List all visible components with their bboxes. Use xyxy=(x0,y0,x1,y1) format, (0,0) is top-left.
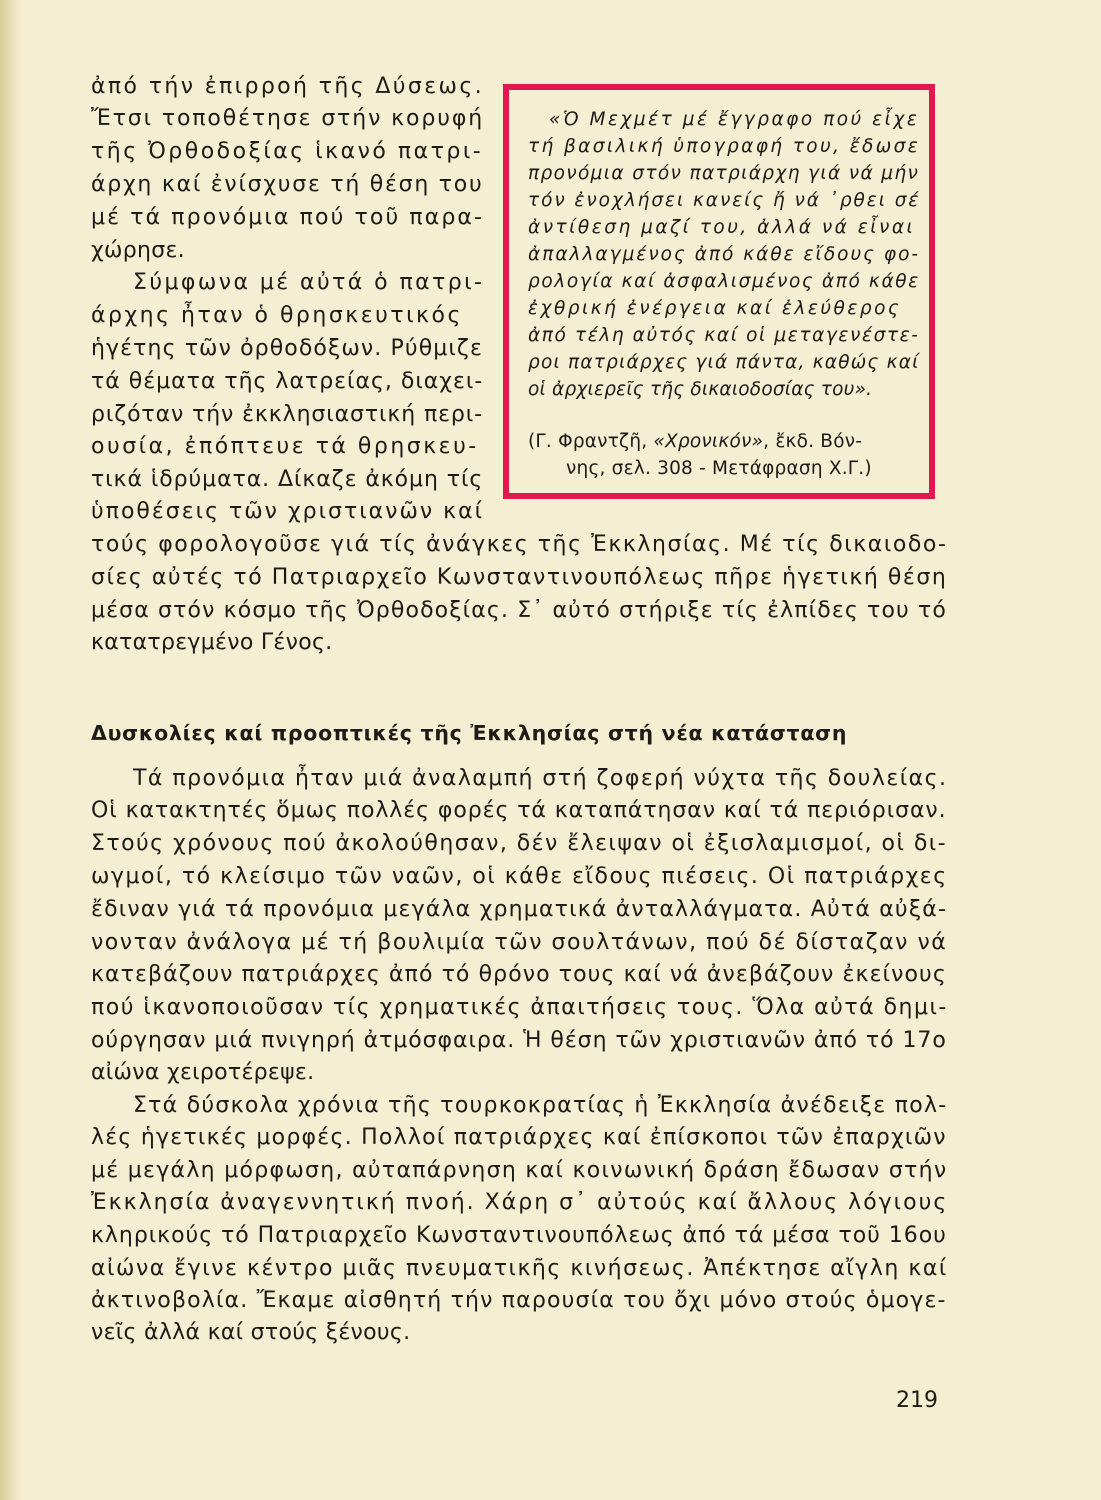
quote-line: προνόμια στόν πατριάρχη γιά νά μήν xyxy=(528,163,920,184)
text-line: Τά προνόμια ἦταν μιά ἀναλαμπή στή ζοφερή νύχτα τῆς δουλείας. xyxy=(133,766,948,791)
text-line: Ἐκκλησία ἀναγεννητική πνοή. Χάρη σ᾽ αὐτούς καί ἄλλους λόγιους xyxy=(91,1190,949,1215)
section-heading: Δυσκολίες καί προοπτικές τῆς Ἐκκλησίας στή νέα κατάσταση xyxy=(91,721,848,745)
quote-source xyxy=(528,428,862,455)
quote-source-prefix: (Γ. Φραντζῆ, xyxy=(528,431,654,452)
quote-source-suffix: , ἔκδ. Βόν- xyxy=(763,431,863,452)
text-line: νεῖς ἀλλά καί στούς ξένους. xyxy=(91,1320,411,1345)
text-line: ἔδιναν γιά τά προνόμια μεγάλα χρηματικά ἀνταλλάγματα. Αὐτά αὐξά- xyxy=(91,897,948,922)
text-line: ουσία, ἐπόπτευε τά θρησκευ- xyxy=(91,434,479,459)
quote-line: «Ὁ Μεχμέτ μέ ἔγγραφο πού εἶχε xyxy=(549,109,920,130)
text-line: Ἔτσι τοποθέτησε στήν κορυφή xyxy=(91,106,485,131)
text-line: Σύμφωνα μέ αὐτά ὁ πατρι- xyxy=(133,270,485,295)
text-line: τικά ἱδρύματα. Δίκαζε ἀκόμη τίς xyxy=(91,467,484,492)
quote-line: ἀπό τέλη αὐτός καί οἱ μεταγενέστε- xyxy=(528,325,920,346)
page-number: 219 xyxy=(896,1388,938,1413)
quote-line: ἀπαλλαγμένος ἀπό κάθε εἴδους φο- xyxy=(528,244,921,265)
text-line: νονταν ἀνάλογα μέ τή βουλιμία τῶν σουλτάνων, πού δέ δίσταζαν νά xyxy=(91,930,948,955)
quote-source-line2: νης, σελ. 308 - Μετάφραση Χ.Γ.) xyxy=(566,458,872,479)
quote-line: τόν ἐνοχλήσει κανείς ἤ νά ᾽ρθει σέ xyxy=(528,190,921,211)
text-line: Στούς χρόνους πού ἀκολούθησαν, δέν ἔλειψαν οἱ ἐξισλαμισμοί, οἱ δι- xyxy=(91,831,948,856)
text-line: τούς φορολογοῦσε γιά τίς ἀνάγκες τῆς Ἐκκλησίας. Μέ τίς δικαιοδο- xyxy=(91,532,948,557)
text-line: κατεβάζουν πατριάρχες ἀπό τό θρόνο τους καί νά ἀνεβάζουν ἐκείνους xyxy=(91,962,947,987)
quote-line: ρολογία καί ἀσφαλισμένος ἀπό κάθε xyxy=(528,271,920,292)
text-line: κατατρεγμένο Γένος. xyxy=(91,630,333,655)
text-line: ἀπό τήν ἐπιρροή τῆς Δύσεως. xyxy=(91,74,484,99)
text-line: χώρησε. xyxy=(91,238,185,263)
text-line: ἀκτινοβολία. Ἔκαμε αἰσθητή τήν παρουσία του ὄχι μόνο στούς ὁμογε- xyxy=(91,1288,947,1313)
text-line: ούργησαν μιά πνιγηρή ἀτμόσφαιρα. Ἡ θέση τῶν χριστιανῶν ἀπό τό 17ο xyxy=(91,1028,947,1053)
text-line: κληρικούς τό Πατριαρχεῖο Κωνσταντινουπόλεως ἀπό τά μέσα τοῦ 16ου xyxy=(91,1223,947,1248)
text-line: ὑποθέσεις τῶν χριστιανῶν καί xyxy=(91,499,485,524)
quote-line: ροι πατριάρχες γιά πάντα, καθώς καί xyxy=(528,352,920,373)
quote-source-title: «Χρονικόν» xyxy=(653,431,764,452)
text-line: μέ τά προνόμια πού τοῦ παρα- xyxy=(91,205,485,230)
text-line: Οἱ κατακτητές ὅμως πολλές φορές τά καταπάτησαν καί τά περιόρισαν. xyxy=(91,798,947,823)
quote-line: οἱ ἀρχιερεῖς τῆς δικαιοδοσίας του». xyxy=(528,379,873,400)
quote-line: τή βασιλική ὑπογραφή του, ἔδωσε xyxy=(528,136,921,157)
quote-line: ἀντίθεση μαζί του, ἀλλά νά εἶναι xyxy=(528,217,916,238)
text-line: ριζόταν τήν ἐκκλησιαστική περι- xyxy=(91,402,483,427)
text-line: άρχης ἦταν ὁ θρησκευτικός xyxy=(91,303,463,328)
text-line: λές ἡγετικές μορφές. Πολλοί πατριάρχες καί ἐπίσκοποι τῶν ἐπαρχιῶν xyxy=(91,1125,947,1150)
text-line: τῆς Ὀρθοδοξίας ἱκανό πατρι- xyxy=(91,139,484,164)
text-line: άρχη καί ἐνίσχυσε τή θέση του xyxy=(91,172,484,197)
text-line: τά θέματα τῆς λατρείας, διαχει- xyxy=(91,369,484,394)
text-line: πού ἱκανοποιοῦσαν τίς χρηματικές ἀπαιτήσεις τους. Ὅλα αὐτά δημι- xyxy=(91,995,948,1020)
text-line: σίες αὐτές τό Πατριαρχεῖο Κωνσταντινουπόλεως πῆρε ἡγετική θέση xyxy=(91,565,948,590)
quote-line: ἐχθρική ἐνέργεια καί ἐλεύθερος xyxy=(528,298,902,319)
text-line: μέσα στόν κόσμο τῆς Ὀρθοδοξίας. Σ᾽ αὐτό στήριξε τίς ἐλπίδες του τό xyxy=(91,598,948,623)
text-line: αἰώνα χειροτέρεψε. xyxy=(91,1060,315,1085)
text-line: Στά δύσκολα χρόνια τῆς τουρκοκρατίας ἡ Ἐκκλησία ἀνέδειξε πολ- xyxy=(133,1093,948,1118)
text-line: ωγμοί, τό κλείσιμο τῶν ναῶν, οἱ κάθε εἴδους πιέσεις. Οἱ πατριάρχες xyxy=(91,864,948,889)
text-line: αἰώνα ἔγινε κέντρο μιᾶς πνευματικῆς κινήσεως. Ἀπέκτησε αἴγλη καί xyxy=(91,1256,948,1281)
text-line: μέ μεγάλη μόρφωση, αὐταπάρνηση καί κοινωνική δράση ἔδωσαν στήν xyxy=(91,1158,948,1183)
page-gutter-shadow xyxy=(0,0,22,1500)
text-line: ἡγέτης τῶν ὀρθοδόξων. Ρύθμιζε xyxy=(91,336,483,361)
